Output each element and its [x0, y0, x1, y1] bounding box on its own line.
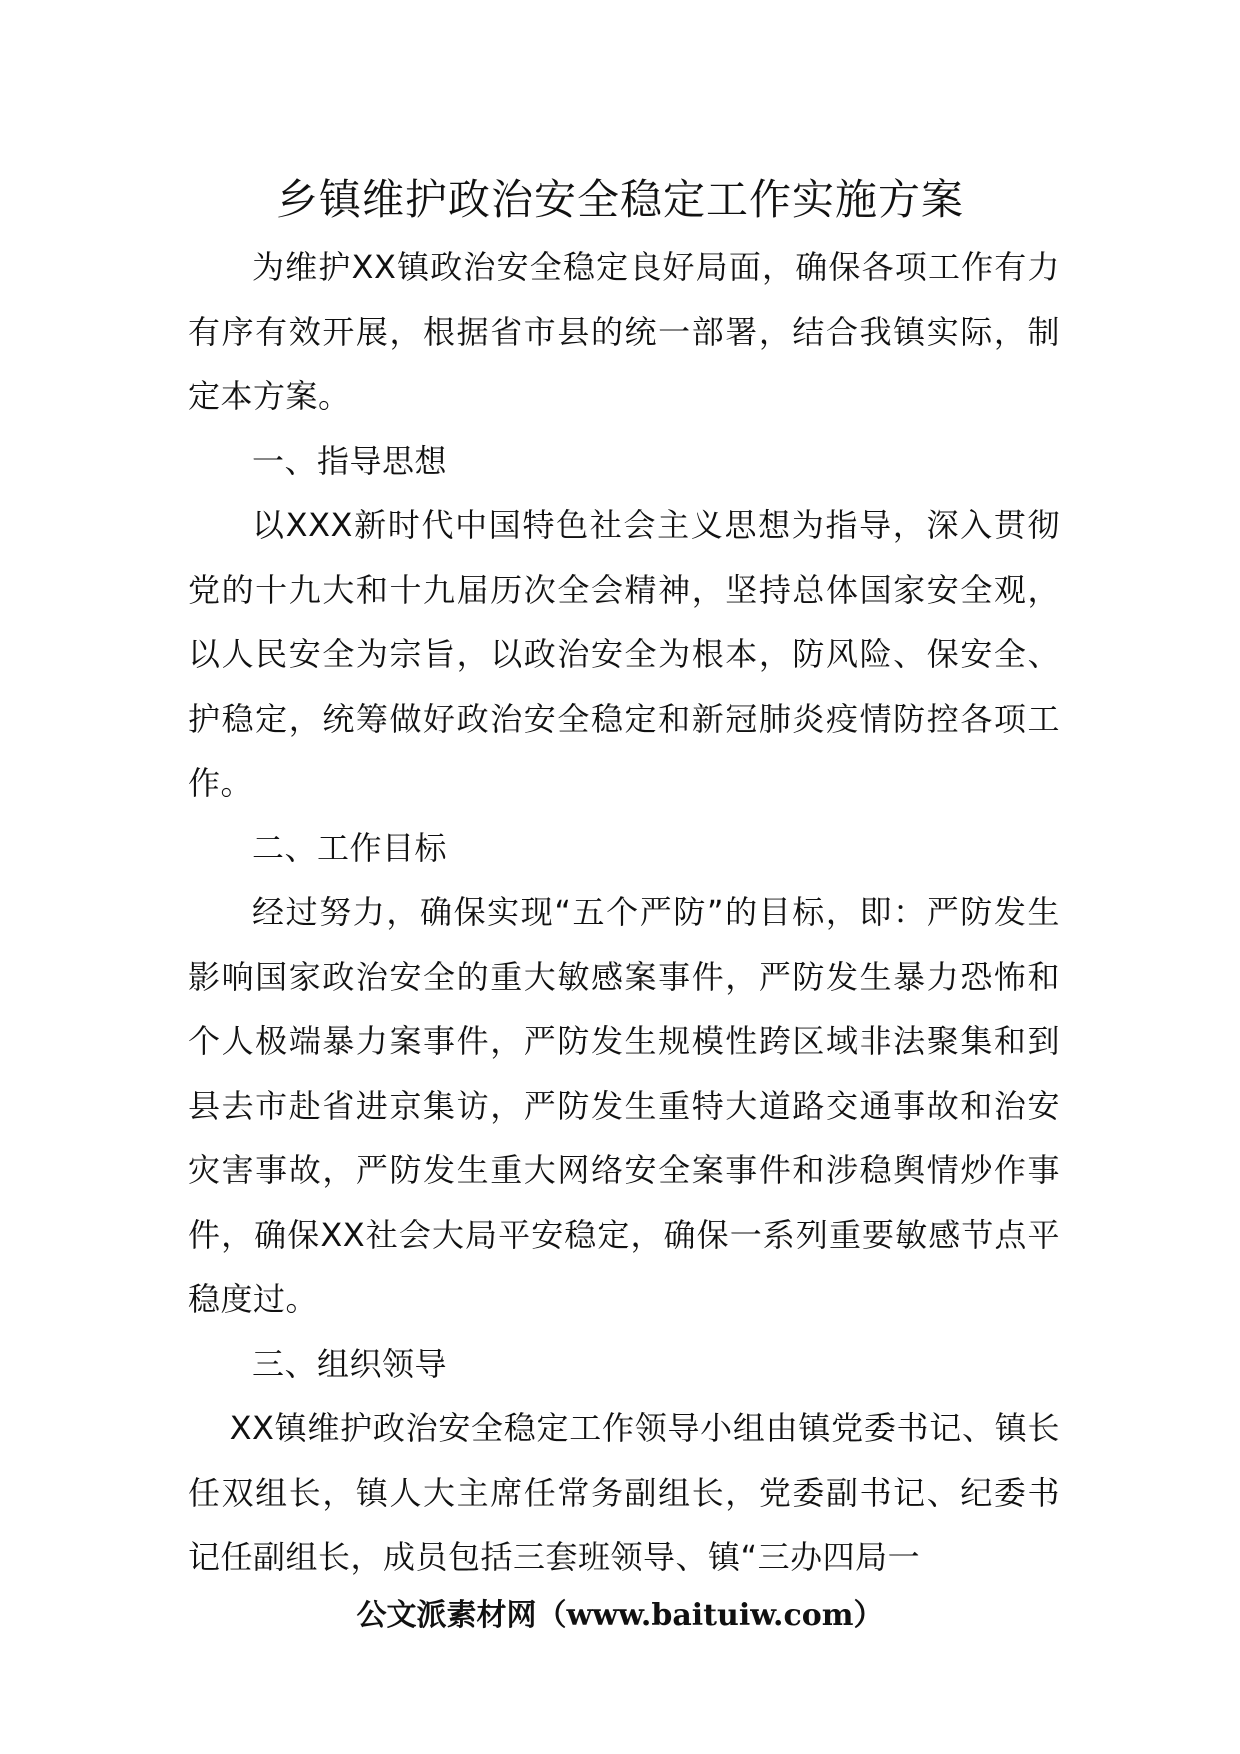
section-paragraph-work-goals: 经过努力，确保实现“五个严防”的目标，即：严防发生影响国家政治安全的重大敏感案事件，严防发生暴力恐怖和个人极端暴力案事件，严防发生规模性跨区域非法聚集和到县去市赴省进京集访，严防发生重特大道路交通事故和治安灾害事故，严防发生重大网络安全案事件和涉稳舆情炒作事件，确保XX社会大局平安稳定，确保一系列重要敏感节点平稳度过。: [188, 893, 1060, 1318]
section-paragraph-guiding-ideology: 以XXX新时代中国特色社会主义思想为指导，深入贯彻党的十九大和十九届历次全会精神，坚持总体国家安全观，以人民安全为宗旨，以政治安全为根本，防风险、保安全、护稳定，统筹做好政治安全稳定和新冠肺炎疫情防控各项工作。: [188, 506, 1060, 802]
section-heading-organization-leadership: 三、组织领导: [252, 1344, 448, 1383]
document-body: [188, 235, 1060, 1590]
document-title: 乡镇维护政治安全稳定工作实施方案: [275, 175, 964, 224]
section-heading-guiding-ideology: 一、指导思想: [252, 441, 448, 480]
footer-watermark: 公文派素材网（www.baituiw.com）: [356, 1598, 884, 1633]
section-paragraph-organization-leadership: XX镇维护政治安全稳定工作领导小组由镇党委书记、镇长任双组长，镇人大主席任常务副组长，党委副书记、纪委书记任副组长，成员包括三套班领导、镇“三办四局一: [188, 1409, 1060, 1576]
section-heading-work-goals: 二、工作目标: [252, 828, 448, 867]
intro-paragraph: 为维护XX镇政治安全稳定良好局面，确保各项工作有力有序有效开展，根据省市县的统一部署，结合我镇实际，制定本方案。: [188, 248, 1060, 415]
